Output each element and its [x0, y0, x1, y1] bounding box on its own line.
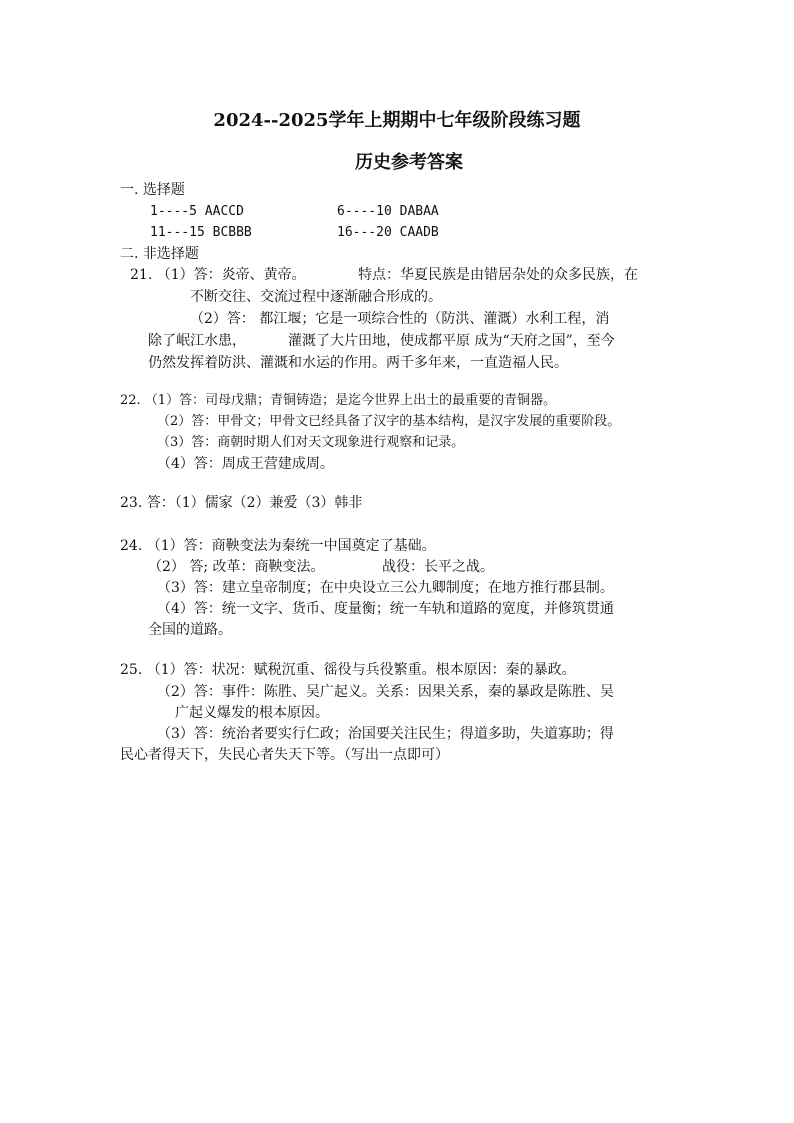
q22-line: （3）答：商朝时期人们对天文现象进行观察和记录。: [157, 435, 465, 450]
q25-line: 民心者得天下，失民心者失天下等。（写出一点即可）: [120, 747, 449, 763]
q25-line: （3）答：统治者要实行仁政；治国要关注民生；得道多助，失道寡助；得: [157, 726, 614, 742]
q25-line: 25. （1）答：状况：赋税沉重、徭役与兵役繁重。根本原因：秦的暴政。: [120, 662, 576, 678]
q24-line: 战役：长平之战。: [382, 559, 494, 575]
section-heading-choice: 一. 选择题: [120, 182, 185, 198]
q24-line: （2） 答; 改革：商鞅变法。: [148, 559, 325, 575]
answer-row-left: 11---15 BCBBB: [150, 225, 252, 240]
q24-line: （3）答：建立皇帝制度；在中央设立三公九卿制度；在地方推行郡县制。: [157, 580, 614, 596]
q21-line: 仍然发挥着防洪、灌溉和水运的作用。两千多年来，一直造福人民。: [148, 355, 568, 371]
q25-line: 广起义爆发的根本原因。: [175, 705, 329, 721]
q21-line: 21. （1）答：炎帝、黄帝。: [130, 267, 306, 283]
q24-line: （4）答：统一文字、货币、度量衡；统一车轨和道路的宽度，并修筑贯通: [157, 601, 614, 617]
q21-line: （2）答： 都江堰；它是一项综合性的（防洪、灌溉）水利工程，消: [190, 311, 610, 327]
q21-line: 不断交往、交流过程中逐渐融合形成的。: [190, 289, 442, 305]
q24-line: 全国的道路。: [148, 622, 232, 638]
answer-row-right: 6----10 DABAA: [337, 204, 439, 219]
q21-line: 特点：华夏民族是由错居杂处的众多民族，在: [358, 267, 638, 283]
section-heading-nonchoice: 二. 非选择题: [120, 246, 199, 262]
page-title: 2024--2025学年上期期中七年级阶段练习题: [213, 110, 581, 131]
answer-row-right: 16---20 CAADB: [337, 225, 439, 240]
page-subtitle: 历史参考答案: [355, 152, 463, 173]
q22-line: 22. （1）答：司母戊鼎；青铜铸造；是迄今世界上出土的最重要的青铜器。: [120, 393, 557, 408]
q21-line: 除了岷江水患，: [148, 333, 246, 349]
q21-line: 灌溉了大片田地，使成都平原 成为“天府之国”，至今: [288, 333, 615, 349]
q22-line: （4）答：周成王营建成周。: [157, 456, 334, 472]
q25-line: （2）答：事件：陈胜、吴广起义。关系：因果关系，秦的暴政是陈胜、吴: [157, 684, 614, 700]
q22-line: （2）答：甲骨文；甲骨文已经具备了汉字的基本结构，是汉字发展的重要阶段。: [157, 414, 621, 429]
q24-line: 24. （1）答：商鞅变法为秦统一中国奠定了基础。: [120, 538, 436, 554]
q23-line: 23. 答：（1）儒家（2）兼爱（3）韩非: [120, 495, 363, 511]
answer-row-left: 1----5 AACCD: [150, 204, 244, 219]
